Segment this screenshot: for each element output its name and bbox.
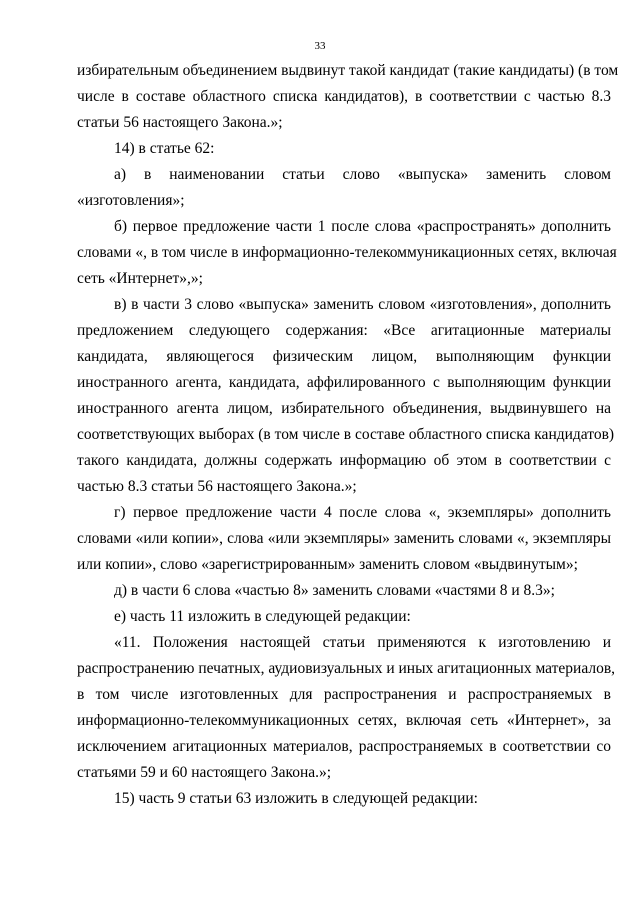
text-line: исключением агитационных материалов, распространяемых в соответствии со bbox=[77, 738, 611, 755]
text-line: 14) в статье 62: bbox=[114, 140, 215, 157]
text-line: сеть «Интернет»,»; bbox=[77, 270, 203, 287]
text-line: «11. Положения настоящей статьи применяются к изготовлению и bbox=[114, 634, 611, 651]
text-line: кандидата, являющегося физическим лицом, выполняющим функции bbox=[77, 348, 611, 365]
page-number: 33 bbox=[314, 40, 326, 52]
text-line: статьи 56 настоящего Закона.»; bbox=[77, 114, 283, 131]
text-line: в) в части 3 слово «выпуска» заменить словом «изготовления», дополнить bbox=[114, 296, 611, 313]
text-line: предложением следующего содержания: «Все агитационные материалы bbox=[77, 322, 611, 339]
text-line: такого кандидата, должны содержать информацию об этом в соответствии с bbox=[77, 452, 611, 469]
text-line: а) в наименовании статьи слово «выпуска» заменить словом bbox=[114, 166, 611, 183]
text-line: соответствующих выборах (в том числе в составе областного списка кандидатов) bbox=[77, 426, 615, 443]
text-line: информационно-телекоммуникационных сетях, включая сеть «Интернет», за bbox=[77, 712, 611, 729]
text-line: распространению печатных, аудиовизуальных и иных агитационных материалов, bbox=[77, 660, 616, 677]
text-line: статьями 59 и 60 настоящего Закона.»; bbox=[77, 764, 332, 781]
text-line: избирательным объединением выдвинут такой кандидат (такие кандидаты) (в том bbox=[77, 62, 619, 79]
text-line: д) в части 6 слова «частью 8» заменить словами «частями 8 и 8.3»; bbox=[114, 582, 555, 599]
text-line: б) первое предложение части 1 после слова «распространять» дополнить bbox=[114, 218, 611, 235]
text-line: иностранного агента, кандидата, аффилированного с выполняющим функции bbox=[77, 374, 611, 391]
text-line: 15) часть 9 статьи 63 изложить в следующей редакции: bbox=[114, 790, 478, 807]
text-line: словами «или копии», слова «или экземпляры» заменить словами «, экземпляры bbox=[77, 530, 611, 547]
text-line: е) часть 11 изложить в следующей редакции: bbox=[114, 608, 411, 625]
text-line: частью 8.3 статьи 56 настоящего Закона.»; bbox=[77, 478, 357, 495]
text-line: иностранного агента лицом, избирательного объединения, выдвинувшего на bbox=[77, 400, 611, 417]
text-line: или копии», слово «зарегистрированным» заменить словом «выдвинутым»; bbox=[77, 556, 578, 573]
text-line: в том числе изготовленных для распространения и распространяемых в bbox=[77, 686, 611, 703]
text-line: г) первое предложение части 4 после слова «, экземпляры» дополнить bbox=[114, 504, 611, 521]
text-line: числе в составе областного списка кандидатов), в соответствии с частью 8.3 bbox=[77, 88, 611, 105]
text-line: «изготовления»; bbox=[77, 192, 185, 209]
text-line: словами «, в том числе в информационно-телекоммуникационных сетях, включая bbox=[77, 244, 617, 261]
document-body bbox=[77, 58, 619, 812]
